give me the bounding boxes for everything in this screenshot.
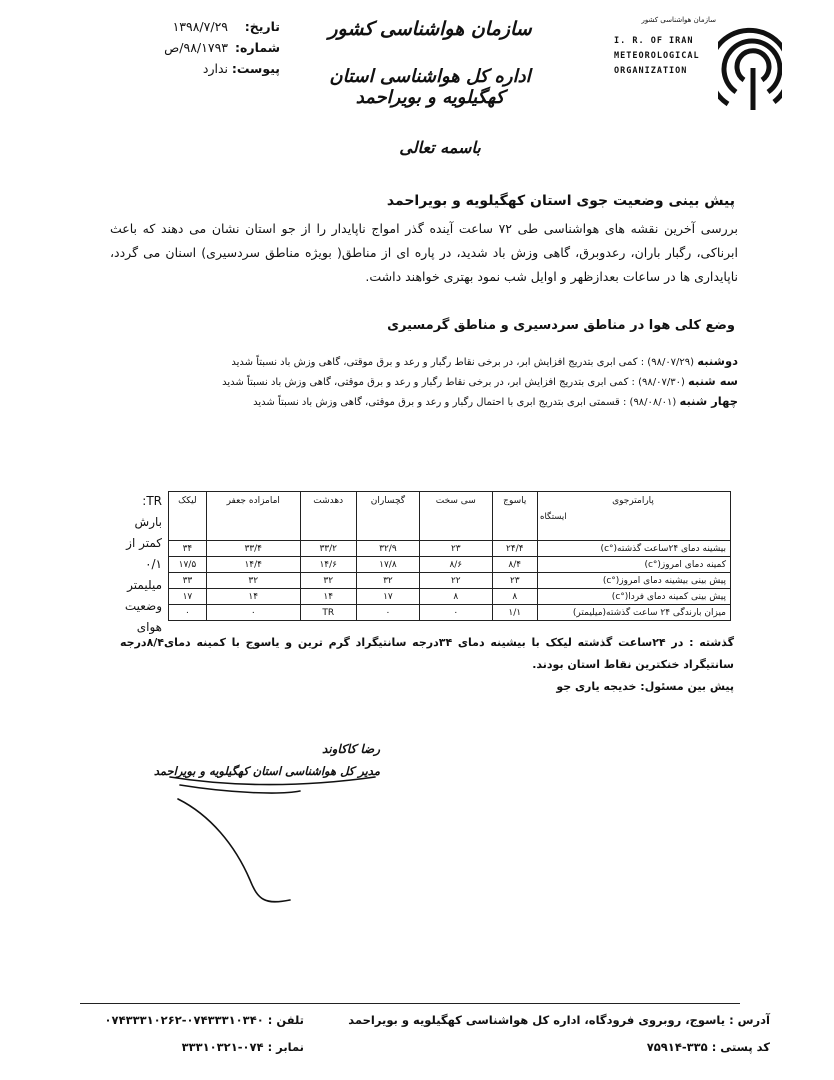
value-cell: ۱۴ bbox=[206, 589, 300, 605]
attachment-row bbox=[120, 58, 280, 79]
param-cell: بیشینه دمای ۲۴ساعت گذشته(°c) bbox=[538, 541, 731, 557]
value-cell: ۱۷ bbox=[169, 589, 207, 605]
document-title: پیش بینی وضعیت جوی استان کهگیلویه و بویراحمد bbox=[386, 193, 735, 209]
param-header: پارامترجوی bbox=[612, 496, 654, 506]
logo-english-text bbox=[614, 34, 718, 79]
value-cell: ۲۳ bbox=[492, 573, 537, 589]
value-cell: ۲۴/۴ bbox=[492, 541, 537, 557]
table-row bbox=[169, 557, 731, 573]
tr-definition-note: TR: بارش کمتر از ۰/۱ میلیمتر وضعیت هوای bbox=[124, 494, 162, 634]
value-cell: ۸/۴ bbox=[492, 557, 537, 573]
footer-address: آدرس : یاسوج، روبروی فرودگاه، اداره کل هواشناسی کهگیلویه و بویراحمد bbox=[348, 1013, 770, 1027]
day-name: سه شنبه bbox=[688, 374, 738, 388]
intro-paragraph: بررسی آخرین نقشه های هواشناسی طی ۷۲ ساعت آینده گذر امواج ناپایدار را از جو استان نشان می دهند که باعث ابرناکی، رگبار باران، رعدوبرق، گاهی وزش باد شدید، در پاره ای از مناطق( بویژه مناطق سردسیری) اسنان می گردد، ناپایداری ها در ساعات بعدازظهر و اوایل شب نمود بهتری خواهند داشت. bbox=[110, 221, 738, 284]
basmala: باسمه تعالی bbox=[399, 138, 481, 157]
station-header-cell: یاسوج bbox=[492, 492, 537, 541]
day-date: (۹۸/۰۷/۳۰) bbox=[638, 377, 685, 388]
weather-table bbox=[168, 491, 731, 621]
value-cell: ۱/۱ bbox=[492, 605, 537, 621]
organization-heading bbox=[300, 18, 560, 108]
param-station-header bbox=[538, 492, 731, 541]
value-cell: ۱۴/۶ bbox=[300, 557, 356, 573]
value-cell: ۳۳/۲ bbox=[300, 541, 356, 557]
date-row bbox=[120, 16, 280, 37]
footer-phone: تلفن : ۰۷۴۳۳۳۱۰۳۴۰-۰۷۴۳۳۳۱۰۲۶۲ bbox=[104, 1013, 304, 1027]
org-line-1: سازمان هواشناسی کشور bbox=[328, 18, 532, 40]
table-header-row bbox=[169, 492, 731, 541]
logo-small-text: سازمان هواشناسی کشور bbox=[641, 16, 716, 24]
value-cell: ۳۲ bbox=[356, 573, 419, 589]
past-24h-note: گذشته : در ۲۴ساعت گذشته لیکک با بیشینه دمای ۳۴درجه سانتیگراد گرم ترین و یاسوج با کمینه دمای۸/۴درجه سانتیگراد خنکترین نقاط استان بودند. bbox=[120, 636, 734, 671]
table-row bbox=[169, 573, 731, 589]
logo-line: I. R. OF IRAN bbox=[614, 36, 694, 46]
org-line-2: اداره کل هواشناسی استان کهگیلویه و بویراحمد bbox=[329, 66, 531, 108]
value-cell: TR bbox=[300, 605, 356, 621]
value-cell: ۰ bbox=[420, 605, 493, 621]
station-header-cell: دهدشت bbox=[300, 492, 356, 541]
footer-divider bbox=[80, 1003, 740, 1004]
logo-line: ORGANIZATION bbox=[614, 66, 688, 76]
signatory-role: مدیر کل هواشناسی استان کهگیلویه و بویراحمد bbox=[153, 764, 380, 778]
value-cell: ۰ bbox=[169, 605, 207, 621]
date-label: تاریخ: bbox=[244, 19, 280, 34]
forecast-day bbox=[150, 372, 738, 392]
handwritten-signature bbox=[140, 755, 400, 915]
day-date: (۹۸/۰۷/۲۹) bbox=[647, 357, 695, 368]
letter-meta bbox=[120, 16, 280, 79]
value-cell: ۱۷/۸ bbox=[356, 557, 419, 573]
logo-line: METEOROLOGICAL bbox=[614, 51, 700, 61]
table-row bbox=[169, 541, 731, 557]
value-cell: ۲۲ bbox=[420, 573, 493, 589]
value-cell: ۱۴/۴ bbox=[206, 557, 300, 573]
signatory-name: رضا کاکاوند bbox=[322, 742, 380, 756]
value-cell: ۰ bbox=[206, 605, 300, 621]
day-text: : کمی ابری بتدریج افزایش ابر، در برخی نقاط رگبار و رعد و برق موقتی، گاهی وزش باد نسبتاً شدید bbox=[222, 377, 635, 388]
date-value: ۱۳۹۸/۷/۲۹ bbox=[172, 19, 228, 34]
organization-logo bbox=[610, 10, 780, 115]
value-cell: ۸ bbox=[492, 589, 537, 605]
logo-emblem bbox=[718, 12, 782, 112]
value-cell: ۸ bbox=[420, 589, 493, 605]
station-header: ایستگاه bbox=[540, 512, 567, 522]
param-cell: کمینه دمای امروز(°c) bbox=[538, 557, 731, 573]
param-cell: پیش بینی کمینه دمای فردا(°c) bbox=[538, 589, 731, 605]
param-cell: پیش بینی بیشینه دمای امروز(°c) bbox=[538, 573, 731, 589]
daily-forecast-list bbox=[150, 352, 738, 412]
table-row bbox=[169, 589, 731, 605]
forecast-day bbox=[150, 392, 738, 412]
forecast-day bbox=[150, 352, 738, 372]
value-cell: ۳۲ bbox=[206, 573, 300, 589]
day-text: : کمی ابری بتدریج افزایش ابر، در برخی نقاط رگبار و رعد و برق موقتی، گاهی وزش باد نسبتاً شدید bbox=[231, 357, 645, 368]
value-cell: ۰ bbox=[356, 605, 419, 621]
station-header-cell: سی سخت bbox=[420, 492, 493, 541]
value-cell: ۱۷/۵ bbox=[169, 557, 207, 573]
day-text: : قسمتی ابری بتدریج ابری با احتمال رگبار و رعد و برق موقتی، گاهی وزش باد نسبتاً شدید bbox=[253, 397, 627, 408]
station-header-cell: گچساران bbox=[356, 492, 419, 541]
value-cell: ۱۷ bbox=[356, 589, 419, 605]
station-header-cell: لیکک bbox=[169, 492, 207, 541]
value-cell: ۲۳ bbox=[420, 541, 493, 557]
footer-fax: نمابر : ۰۷۴-۳۳۳۱۰۳۲۱ bbox=[181, 1040, 304, 1054]
value-cell: ۳۲/۹ bbox=[356, 541, 419, 557]
number-label: شماره: bbox=[235, 40, 280, 55]
value-cell: ۱۴ bbox=[300, 589, 356, 605]
footer-postal-code: کد پستی : ۳۳۵-۷۵۹۱۴ bbox=[646, 1040, 770, 1054]
number-row bbox=[120, 37, 280, 58]
param-cell: میزان بارندگی ۲۴ ساعت گذشته(میلیمتر) bbox=[538, 605, 731, 621]
forecaster-line: پیش بین مسئول: خدیجه یاری جو bbox=[556, 680, 734, 693]
number-value: ۹۸/۱۷۹۳/ص bbox=[164, 40, 228, 55]
value-cell: ۳۴ bbox=[169, 541, 207, 557]
value-cell: ۳۳ bbox=[169, 573, 207, 589]
day-date: (۹۸/۰۸/۰۱) bbox=[629, 397, 677, 408]
day-name: دوشنبه bbox=[697, 354, 738, 368]
day-name: چهار شنبه bbox=[679, 394, 738, 408]
attachment-label: پیوست: bbox=[231, 61, 280, 76]
station-header-cell: امامزاده جعفر bbox=[206, 492, 300, 541]
table-row bbox=[169, 605, 731, 621]
value-cell: ۸/۶ bbox=[420, 557, 493, 573]
value-cell: ۳۳/۴ bbox=[206, 541, 300, 557]
section-subtitle: وضع کلی هوا در مناطق سردسیری و مناطق گرمسیری bbox=[387, 318, 735, 333]
attachment-value: ندارد bbox=[202, 61, 228, 76]
value-cell: ۳۲ bbox=[300, 573, 356, 589]
